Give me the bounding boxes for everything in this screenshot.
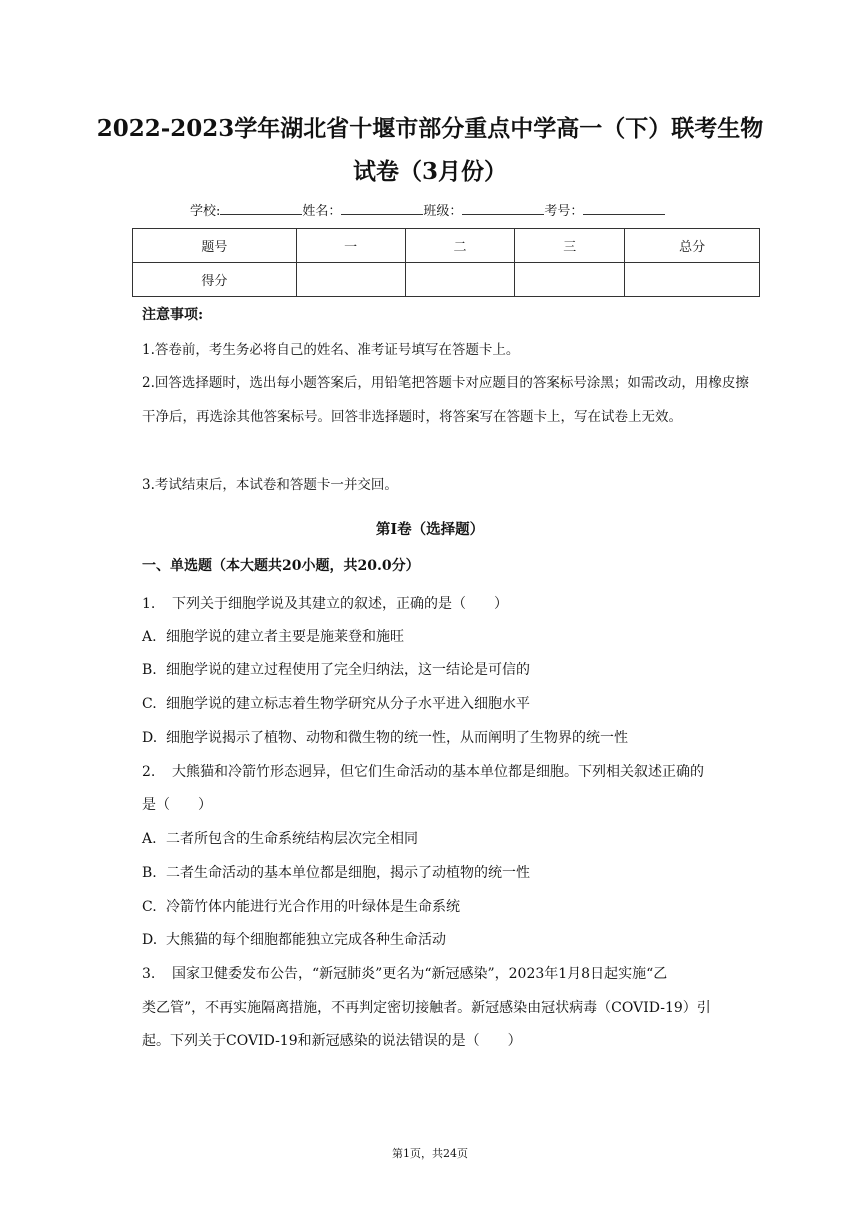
student-info-line bbox=[190, 202, 665, 221]
school-blank bbox=[220, 202, 302, 215]
score-table-header: 三 bbox=[515, 229, 625, 263]
option-text: 细胞学说揭示了植物、动物和微生物的统一性，从而阐明了生物界的统一性 bbox=[166, 730, 628, 746]
question-stem bbox=[142, 958, 754, 992]
option-text: 二者生命活动的基本单位都是细胞，揭示了动植物的统一性 bbox=[166, 865, 530, 881]
option-label: C. bbox=[142, 899, 157, 915]
question-stem bbox=[142, 588, 754, 622]
notes-heading: 注意事项: bbox=[142, 307, 204, 323]
score-cell bbox=[515, 263, 625, 297]
score-cell bbox=[296, 263, 405, 297]
option-text: 细胞学说的建立过程使用了完全归纳法，这一结论是可信的 bbox=[166, 662, 530, 678]
option-text: 细胞学说的建立标志着生物学研究从分子水平进入细胞水平 bbox=[166, 696, 530, 712]
question-stem bbox=[142, 756, 754, 790]
answer-option bbox=[142, 891, 754, 925]
document-title-line-1: 2022-2023学年湖北省十堰市部分重点中学高一（下）联考生物 bbox=[96, 115, 764, 142]
question-number: 1. bbox=[142, 596, 156, 612]
score-table-header: 总分 bbox=[625, 229, 760, 263]
note-item: 1.答卷前，考生务必将自己的姓名、准考证号填写在答题卡上。 bbox=[142, 342, 520, 358]
question-stem-continued: 类乙管”，不再实施隔离措施，不再判定密切接触者。新冠感染由冠状病毒（COVID-19）引 bbox=[142, 1000, 711, 1016]
score-table-header-row bbox=[133, 229, 760, 263]
question-number: 3. bbox=[142, 966, 156, 982]
question-text: 大熊猫和冷箭竹形态迥异，但它们生命活动的基本单位都是细胞。下列相关叙述正确的 bbox=[172, 764, 704, 780]
class-label: 班级： bbox=[423, 204, 463, 219]
score-table-header: 题号 bbox=[133, 229, 297, 263]
option-label: B. bbox=[142, 865, 157, 881]
answer-option bbox=[142, 621, 754, 655]
option-label: D. bbox=[142, 730, 158, 746]
option-text: 大熊猫的每个细胞都能独立完成各种生命活动 bbox=[166, 932, 446, 948]
question-stem-continued: 是（ ） bbox=[142, 797, 212, 813]
name-label: 姓名： bbox=[302, 204, 342, 219]
option-text: 二者所包含的生命系统结构层次完全相同 bbox=[166, 831, 418, 847]
score-cell bbox=[405, 263, 515, 297]
option-text: 冷箭竹体内能进行光合作用的叶绿体是生命系统 bbox=[166, 899, 460, 915]
section-heading: 一、单选题（本大题共20小题，共20.0分） bbox=[142, 558, 420, 574]
question-stem-continued: 起。下列关于COVID-19和新冠感染的说法错误的是（ ） bbox=[142, 1033, 522, 1049]
document-title-line-2: 试卷（3月份） bbox=[352, 158, 507, 185]
option-label: B. bbox=[142, 662, 157, 678]
page-footer: 第1页，共24页 bbox=[392, 1147, 468, 1160]
score-table-header: 一 bbox=[296, 229, 405, 263]
option-label: D. bbox=[142, 932, 158, 948]
exam-number-blank bbox=[583, 202, 665, 215]
option-label: A. bbox=[142, 629, 157, 645]
score-table bbox=[132, 228, 760, 297]
section-title: 第Ⅰ卷（选择题） bbox=[375, 521, 485, 538]
note-item: 3.考试结束后，本试卷和答题卡一并交回。 bbox=[142, 477, 398, 493]
class-blank bbox=[462, 202, 544, 215]
score-row-label: 得分 bbox=[133, 263, 297, 297]
answer-option bbox=[142, 823, 754, 857]
question-number: 2. bbox=[142, 764, 156, 780]
option-text: 细胞学说的建立者主要是施莱登和施旺 bbox=[166, 629, 404, 645]
question-text: 下列关于细胞学说及其建立的叙述，正确的是（ ） bbox=[172, 596, 508, 612]
question-text: 国家卫健委发布公告，“新冠肺炎”更名为“新冠感染”，2023年1月8日起实施“乙 bbox=[172, 966, 668, 982]
score-table-score-row bbox=[133, 263, 760, 297]
answer-option bbox=[142, 857, 754, 891]
option-label: C. bbox=[142, 696, 157, 712]
school-label: 学校: bbox=[190, 204, 221, 219]
option-label: A. bbox=[142, 831, 157, 847]
note-item: 2.回答选择题时，选出每小题答案后，用铅笔把答题卡对应题目的答案标号涂黑；如需改动，用橡皮擦干净后，再选涂其他答案标号。回答非选择题时，将答案写在答题卡上，写在试卷上无效。 bbox=[142, 375, 749, 425]
answer-option bbox=[142, 688, 754, 722]
answer-option bbox=[142, 722, 754, 756]
score-cell bbox=[625, 263, 760, 297]
name-blank bbox=[341, 202, 423, 215]
answer-option bbox=[142, 654, 754, 688]
exam-number-label: 考号： bbox=[544, 204, 584, 219]
answer-option bbox=[142, 924, 754, 958]
score-table-header: 二 bbox=[405, 229, 515, 263]
